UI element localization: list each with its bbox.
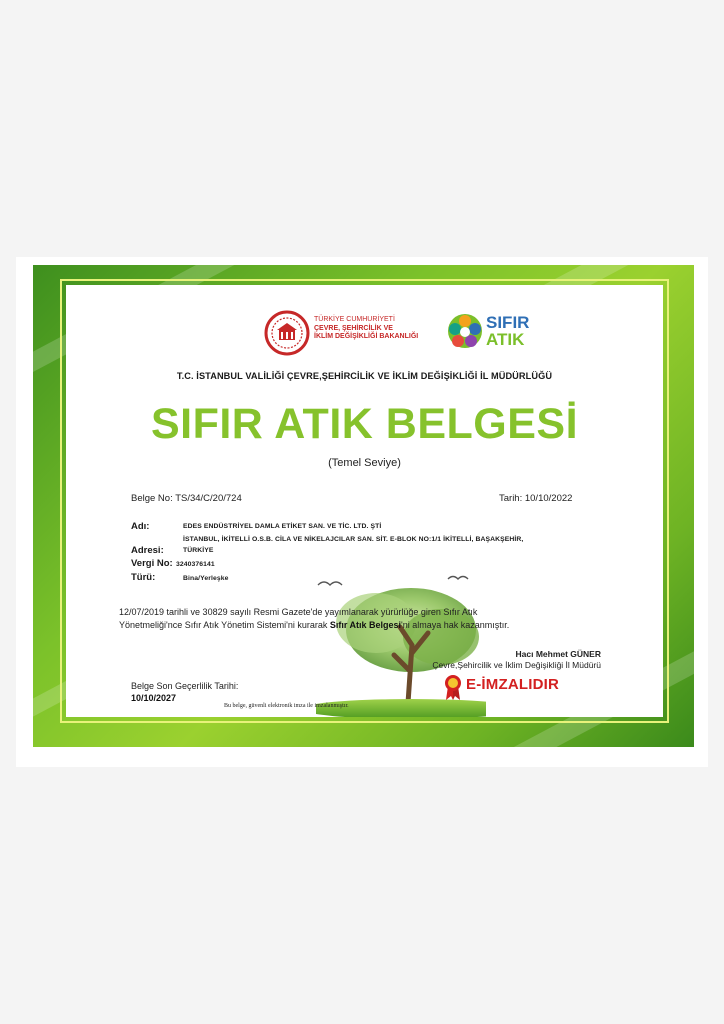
ministry-logo [264, 310, 434, 356]
certificate-frame [33, 265, 694, 747]
validity-date: 10/10/2027 [131, 693, 177, 703]
directorate-heading: T.C. İSTANBUL VALİLİĞİ ÇEVRE,ŞEHİRCİLİK VE İKLİM DEĞİŞİKLİĞİ İL MÜDÜRLÜĞÜ [176, 371, 553, 381]
address-label: Adresi: [131, 545, 164, 556]
statement-bold: Sıfır Atık Belgesi [329, 620, 402, 630]
ministry-line-1: TÜRKİYE CUMHURİYETİ [314, 316, 395, 323]
tax-number-value: 3240376141 [176, 561, 215, 568]
ministry-line-2: ÇEVRE, ŞEHİRCİLİK VE [314, 324, 393, 332]
name-value: EDES ENDÜSTRİYEL DAMLA ETİKET SAN. VE TİC. LTD. ŞTİ [183, 523, 382, 530]
e-signed-stamp: E-İMZALIDIR [466, 676, 560, 693]
logo-word-sifir: SIFIR [486, 313, 530, 332]
name-label: Adı: [131, 521, 150, 532]
document-number: Belge No: TS/34/C/20/724 [131, 493, 242, 504]
certificate-statement [119, 606, 659, 632]
statement-text: Yönetmeliği'nce Sıfır Atık Yönetim Sistemi'ni kurarak [119, 620, 330, 630]
statement-line-1: 12/07/2019 tarihli ve 30829 sayılı Resmi Gazete'de yayımlanarak yürürlüğe giren Sıfır Atık [119, 607, 478, 617]
document-date: Tarih: 10/10/2022 [499, 493, 573, 504]
flower-icon [446, 312, 484, 350]
certificate-body [66, 285, 663, 717]
ministry-seal-icon [264, 310, 310, 356]
tax-number-label: Vergi No: [131, 558, 173, 569]
esign-note: Bu belge, güvenli elektronik imza ile imzalanmıştır. [224, 703, 349, 709]
certificate-title: SIFIR ATIK BELGESİ [150, 400, 579, 448]
statement-line-2 [119, 619, 659, 632]
certificate-level: (Temel Seviye) [328, 457, 401, 469]
signer-name: Hacı Mehmet GÜNER [515, 649, 601, 659]
signer-title: Çevre,Şehircilik ve İklim Değişikliği İl Müdürü [432, 660, 601, 670]
type-label: Türü: [131, 572, 156, 583]
award-ribbon-icon [443, 674, 463, 700]
address-value-line-1: İSTANBUL, İKİTELLİ O.S.B. CİLA VE NİKELAJCILAR SAN. SİT. E-BLOK NO:1/1 İKİTELLİ, BAŞAKŞEHİR, [183, 536, 524, 543]
type-value: Bina/Yerleşke [183, 575, 229, 582]
sifir-atik-logo [446, 312, 546, 356]
statement-text: 'ni almaya hak kazanmıştır. [401, 620, 510, 630]
logo-word-atik: ATIK [486, 330, 525, 349]
ministry-name [314, 316, 439, 342]
ministry-line-3: İKLİM DEĞİŞİKLİĞİ BAKANLIĞI [314, 333, 419, 340]
address-value-line-2: TÜRKİYE [183, 547, 214, 554]
validity-label: Belge Son Geçerlilik Tarihi: [131, 681, 239, 691]
